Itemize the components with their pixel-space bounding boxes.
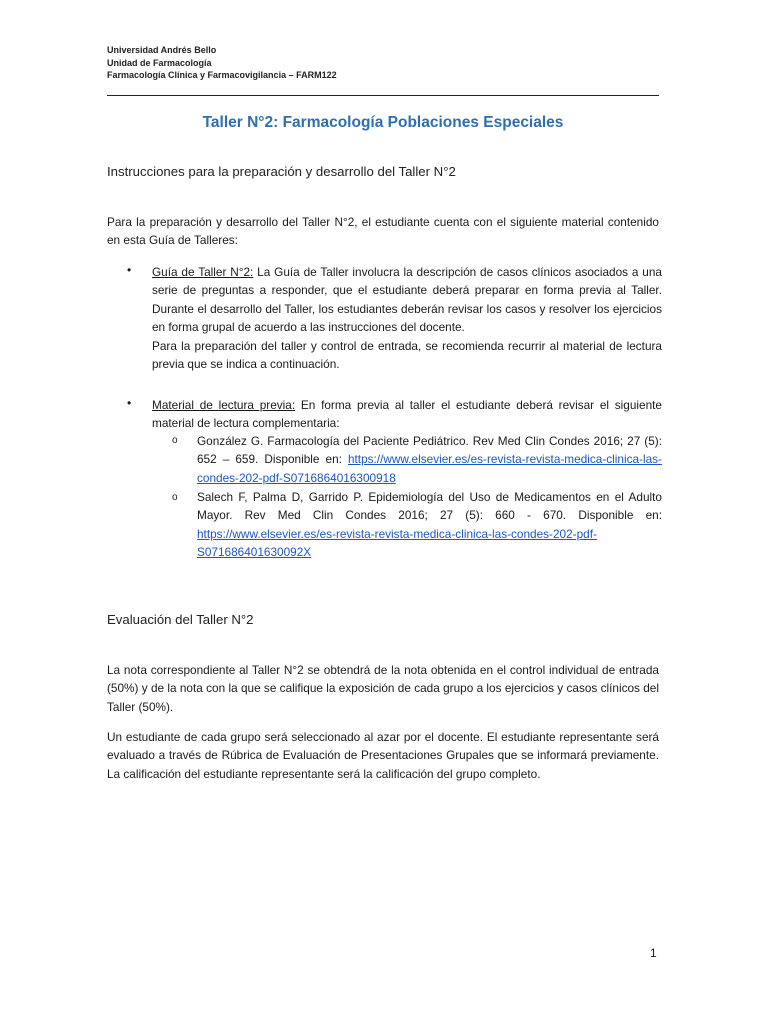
header-course: Farmacología Clínica y Farmacovigilancia – FARM122 bbox=[107, 70, 337, 80]
section-heading-evaluation: Evaluación del Taller N°2 bbox=[107, 612, 254, 627]
page-header bbox=[107, 44, 337, 82]
evaluation-paragraph-2: Un estudiante de cada grupo será seleccionado al azar por el docente. El estudiante representante será evaluado a través de Rúbrica de Evaluación de Presentaciones Grupales que se informará previamente. La calificación del estudiante representante será la calificación del grupo completo. bbox=[107, 730, 659, 781]
bullet-dot: • bbox=[127, 263, 132, 277]
reference-item-2 bbox=[197, 488, 662, 562]
header-divider bbox=[107, 95, 659, 96]
header-university: Universidad Andrés Bello bbox=[107, 45, 217, 55]
reference-text: Salech F, Palma D, Garrido P. Epidemiología del Uso de Medicamentos en el Adulto Mayor. Rev Med Clin Condes 2016; 27 (5): 660 - 670. Disponible en: bbox=[197, 490, 662, 523]
list-item-label: Material de lectura previa: bbox=[152, 398, 296, 412]
intro-paragraph: Para la preparación y desarrollo del Taller N°2, el estudiante cuenta con el siguiente material contenido en esta Guía de Talleres: bbox=[107, 215, 659, 248]
list-item-material-text bbox=[152, 396, 662, 433]
reference-link[interactable]: https://www.elsevier.es/es-revista-revista-medica-clinica-las-condes-202-pdf-S071686401630092X bbox=[197, 526, 597, 560]
list-item-guia-text bbox=[152, 263, 662, 337]
evaluation-paragraph-1: La nota correspondiente al Taller N°2 se obtendrá de la nota obtenida en el control individual de entrada (50%) y de la nota con la que se califique la exposición de cada grupo a los ejercicios y casos clínicos del Taller (50%). bbox=[107, 663, 659, 714]
list-item-guia-note: Para la preparación del taller y control de entrada, se recomienda recurrir al material de lectura previa que se indica a continuación. bbox=[152, 338, 662, 371]
header-unit: Unidad de Farmacología bbox=[107, 57, 212, 68]
circle-bullet-icon: o bbox=[172, 435, 178, 446]
reference-item-1 bbox=[197, 432, 662, 487]
reference-link[interactable]: https://www.elsevier.es/es-revista-revista-medica-clinica-las-condes-202-pdf-S0716864016300918 bbox=[197, 452, 662, 485]
circle-bullet-icon: o bbox=[172, 492, 178, 503]
list-item-body: En forma previa al taller el estudiante deberá revisar el siguiente material de lectura complementaria: bbox=[152, 398, 662, 431]
page-number: 1 bbox=[650, 946, 657, 960]
section-heading-instructions: Instrucciones para la preparación y desarrollo del Taller N°2 bbox=[107, 164, 456, 179]
bullet-dot: • bbox=[127, 396, 132, 410]
reference-text: González G. Farmacología del Paciente Pediátrico. Rev Med Clin Condes 2016; 27 (5): 652 – 659. Disponible en: bbox=[197, 434, 662, 467]
list-item-label: Guía de Taller N°2: bbox=[152, 265, 254, 279]
document-title: Taller N°2: Farmacología Poblaciones Especiales bbox=[202, 114, 564, 131]
list-item-body: La Guía de Taller involucra la descripción de casos clínicos asociados a una serie de preguntas a responder, que el estudiante deberá preparar en forma previa al Taller. Durante el desarrollo del Taller, los estudiantes deberán revisar los casos y resolver los ejercicios en forma grupal de acuerdo a las instrucciones del docente. bbox=[152, 265, 662, 335]
